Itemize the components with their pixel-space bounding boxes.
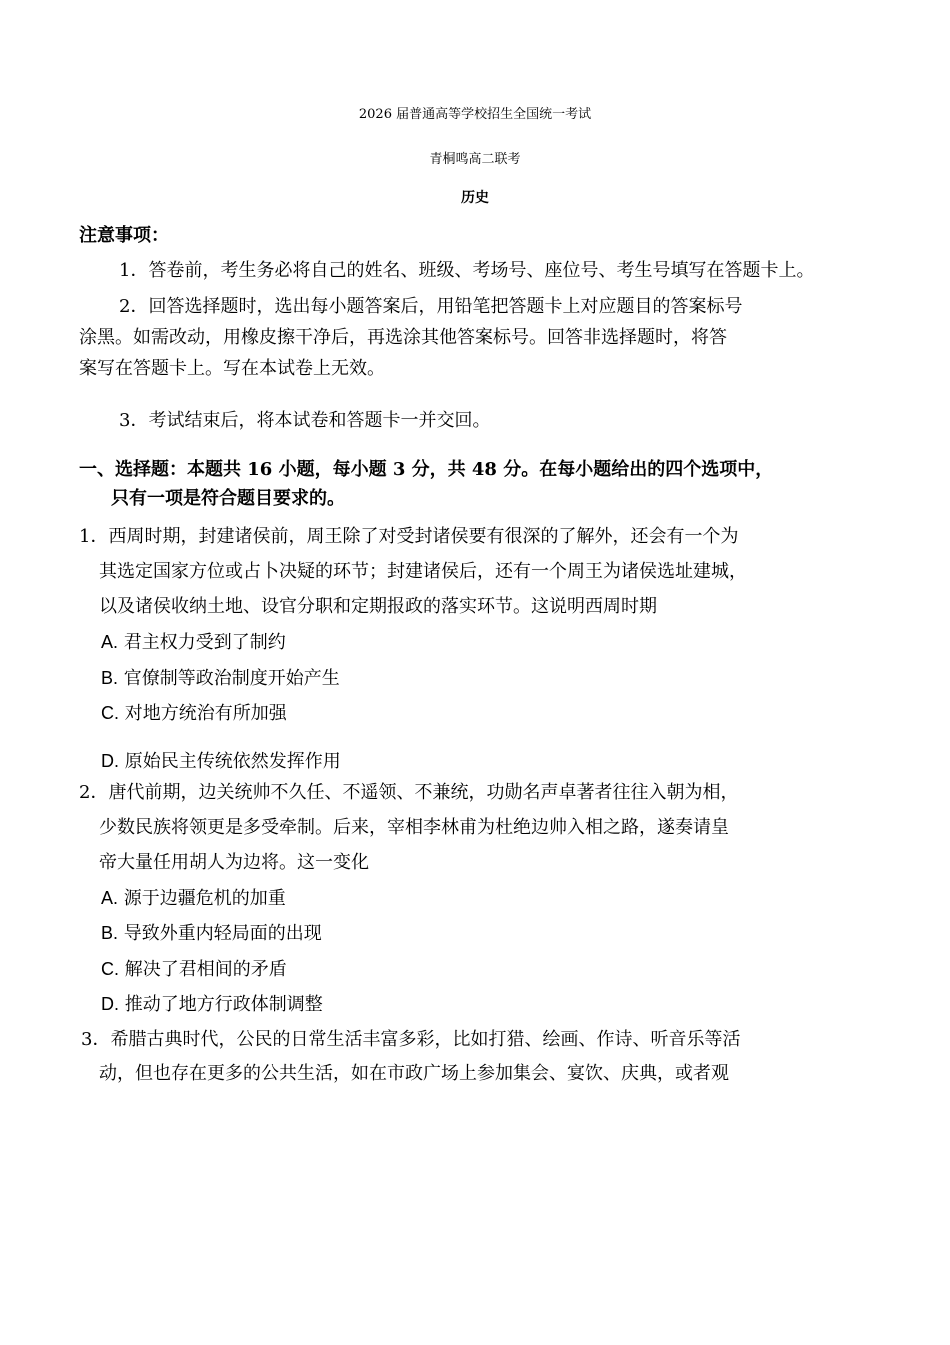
question-1-option-b[interactable] bbox=[101, 665, 340, 692]
option-text: 解决了君相间的矛盾 bbox=[124, 959, 287, 980]
notice-item-3: 3．考试结束后，将本试卷和答题卡一并交回。 bbox=[119, 410, 491, 431]
option-text: 推动了地方行政体制调整 bbox=[124, 994, 323, 1015]
exam-subject: 历史 bbox=[461, 190, 489, 206]
option-letter: D. bbox=[101, 994, 119, 1014]
option-text: 导致外重内轻局面的出现 bbox=[123, 923, 322, 944]
option-text: 源于边疆危机的加重 bbox=[123, 888, 286, 909]
notice-item-2-line-1: 2．回答选择题时，选出每小题答案后，用铅笔把答题卡上对应题目的答案标号 bbox=[119, 296, 743, 317]
question-2-option-c[interactable] bbox=[101, 956, 287, 983]
question-1-stem-line-2: 其选定国家方位或占卜决疑的环节；封建诸侯后，还有一个周王为诸侯选址建城， bbox=[99, 561, 747, 582]
question-1-stem-line-1: 1．西周时期，封建诸侯前，周王除了对受封诸侯要有很深的了解外，还会有一个为 bbox=[79, 526, 739, 547]
notice-heading: 注意事项： bbox=[79, 225, 169, 246]
question-2-option-d[interactable] bbox=[101, 991, 323, 1018]
option-text: 原始民主传统依然发挥作用 bbox=[124, 751, 341, 772]
section-heading-line-1: 一、选择题：本题共 16 小题，每小题 3 分，共 48 分。在每小题给出的四个选项中， bbox=[79, 459, 774, 480]
option-letter: D. bbox=[101, 751, 119, 771]
option-text: 对地方统治有所加强 bbox=[124, 703, 287, 724]
question-3-stem-line-1: 3．希腊古典时代，公民的日常生活丰富多彩，比如打猎、绘画、作诗、听音乐等活 bbox=[81, 1029, 741, 1050]
notice-item-2-line-3: 案写在答题卡上。写在本试卷上无效。 bbox=[79, 358, 385, 379]
exam-subtitle: 青桐鸣高二联考 bbox=[429, 152, 521, 167]
notice-item-1: 1．答卷前，考生务必将自己的姓名、班级、考场号、座位号、考生号填写在答题卡上。 bbox=[119, 260, 815, 281]
option-letter: A. bbox=[101, 632, 119, 652]
question-1-option-d[interactable] bbox=[101, 748, 341, 775]
section-heading-line-2: 只有一项是符合题目要求的。 bbox=[111, 488, 345, 509]
question-1-option-a[interactable] bbox=[101, 629, 286, 656]
question-2-stem-line-2: 少数民族将领更是多受牵制。后来，宰相李林甫为杜绝边帅入相之路，遂奏请皇 bbox=[99, 817, 729, 838]
question-3-stem-line-2: 动，但也存在更多的公共生活，如在市政广场上参加集会、宴饮、庆典，或者观 bbox=[99, 1063, 729, 1084]
notice-item-2-line-2: 涂黑。如需改动，用橡皮擦干净后，再选涂其他答案标号。回答非选择题时，将答 bbox=[79, 327, 727, 348]
question-1-stem-line-3: 以及诸侯收纳土地、设官分职和定期报政的落实环节。这说明西周时期 bbox=[99, 596, 657, 617]
option-letter: B. bbox=[101, 923, 119, 943]
exam-title: 2026 届普通高等学校招生全国统一考试 bbox=[358, 107, 592, 122]
question-2-option-b[interactable] bbox=[101, 920, 322, 947]
question-1-option-c[interactable] bbox=[101, 700, 287, 727]
option-letter: B. bbox=[101, 668, 119, 688]
option-letter: C. bbox=[101, 959, 119, 979]
question-2-stem-line-1: 2．唐代前期，边关统帅不久任、不遥领、不兼统，功勋名声卓著者往往入朝为相， bbox=[79, 782, 739, 803]
question-2-option-a[interactable] bbox=[101, 885, 286, 912]
option-text: 君主权力受到了制约 bbox=[123, 632, 286, 653]
option-letter: A. bbox=[101, 888, 119, 908]
question-2-stem-line-3: 帝大量任用胡人为边将。这一变化 bbox=[99, 852, 369, 873]
option-text: 官僚制等政治制度开始产生 bbox=[123, 668, 340, 689]
option-letter: C. bbox=[101, 703, 119, 723]
